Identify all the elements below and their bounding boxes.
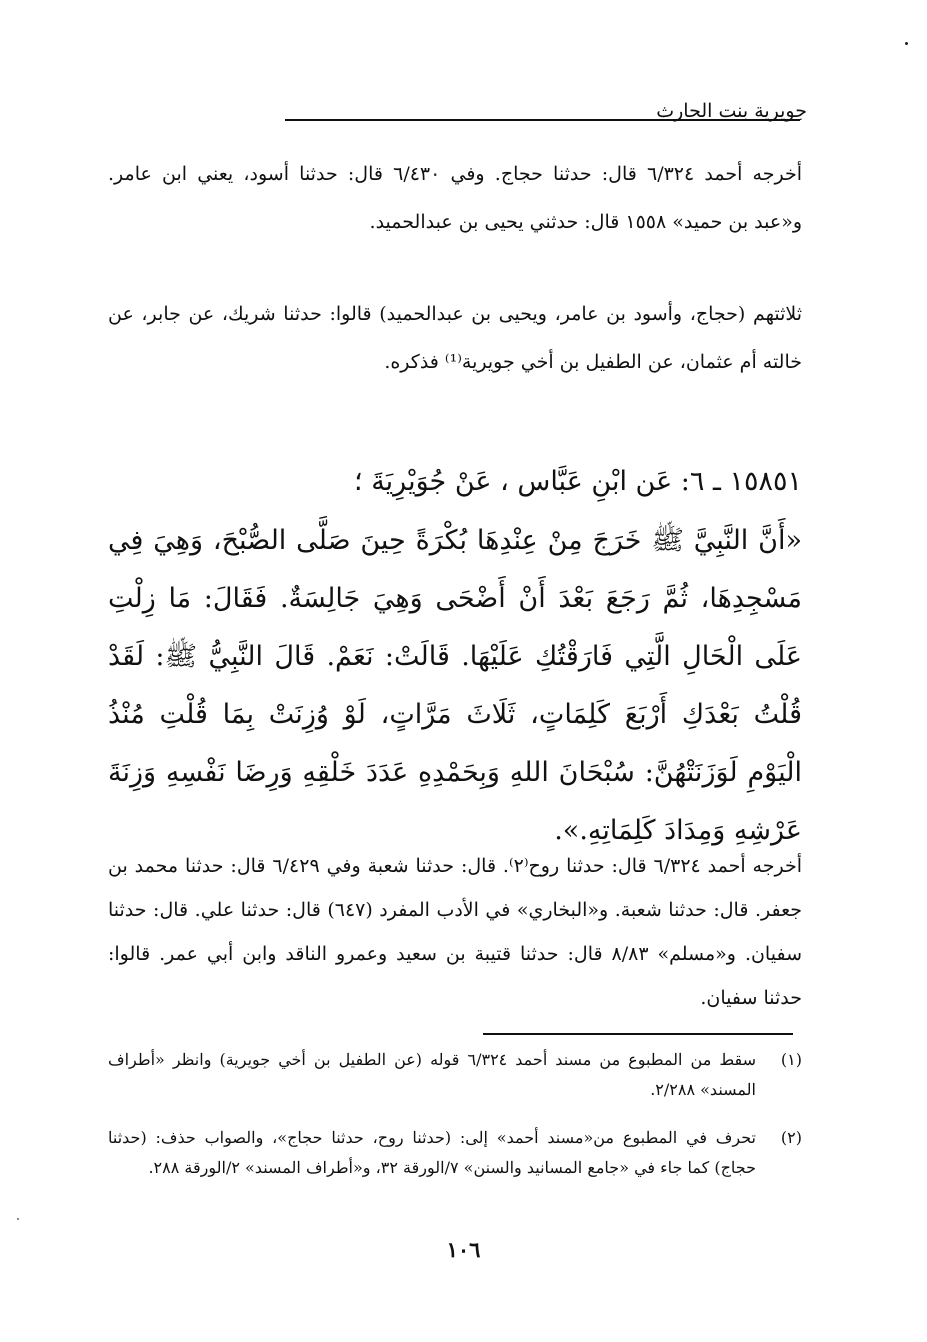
running-header-title: جويرية بنت الحارث xyxy=(656,100,807,122)
footnote-number: (٢) xyxy=(780,1128,802,1147)
scan-speck xyxy=(905,42,908,45)
footnote-number: (١) xyxy=(780,1050,802,1069)
footnote-text: تحرف في المطبوع من«مسند أحمد» إلى: (حدثنا روح، حدثنا حجاج»، والصواب حذف: (حدثنا حجاج) كما جاء في «جامع المسانيد والسنن» ٧/الورقة ٣٢، و«أطراف المسند» ٢/الورقة ٢٨٨. xyxy=(108,1128,756,1177)
takhrij-paragraph-2: ثلاثتهم (حجاج، وأسود بن عامر، ويحيى بن عبدالحميد) قالوا: حدثنا شريك، عن جابر، عن خالته أم عثمان، عن الطفيل بن أخي جويرية⁽¹⁾ فذكره. xyxy=(108,303,802,373)
footnote-rule xyxy=(483,1033,793,1035)
scan-speck-edge xyxy=(17,1218,19,1220)
header-rule xyxy=(285,119,800,121)
page-number: ١٠٦ xyxy=(446,1237,481,1262)
hadith-heading: ١٥٨٥١ ـ ٦: عَن ابْنِ عَبَّاس ، عَنْ جُوَيْرِيَةَ ؛ xyxy=(354,466,802,497)
footnote-text: سقط من المطبوع من مسند أحمد ٦/٣٢٤ قوله (عن الطفيل بن أخي جويرية) وانظر «أطراف المسند» ٢/٢٨٨. xyxy=(108,1050,757,1099)
footnote-2 xyxy=(108,1123,802,1183)
footnote-1 xyxy=(108,1045,802,1105)
hadith-text: «أَنَّ النَّبِيَّ ﷺ خَرَجَ مِنْ عِنْدِهَا بُكْرَةً حِينَ صَلَّى الصُّبْحَ، وَهِيَ فِي مَسْجِدِهَا، ثُمَّ رَجَعَ بَعْدَ أَنْ أَضْحَى وَهِيَ جَالِسَةٌ. فَقَالَ: مَا زِلْتِ عَلَى الْحَالِ الَّتِي فَارَقْتُكِ عَلَيْهَا. قَالَتْ: نَعَمْ. قَالَ النَّبِيُّ ﷺ: لَقَدْ قُلْتُ بَعْدَكِ أَرْبَعَ كَلِمَاتٍ، ثَلَاثَ مَرَّاتٍ، لَوْ وُزِنَتْ بِمَا قُلْتِ مُنْذُ الْيَوْمِ لَوَزَنَتْهُنَّ: سُبْحَانَ اللهِ وَبِحَمْدِهِ عَدَدَ خَلْقِهِ وَرِضَا نَفْسِهِ وَزِنَةَ عَرْشِهِ وَمِدَادَ كَلِمَاتِهِ.». xyxy=(108,525,802,846)
takhrij-paragraph-3: أخرجه أحمد ٦/٣٢٤ قال: حدثنا روح⁽٢⁾. قال: حدثنا شعبة وفي ٦/٤٢٩ قال: حدثنا محمد بن جعفر. قال: حدثنا شعبة. و«البخاري» في الأدب المفرد (٦٤٧) قال: حدثنا علي. قال: حدثنا سفيان. و«مسلم» ٨/٨٣ قال: حدثنا قتيبة بن سعيد وعمرو الناقد وابن أبي عمر. قالوا: حدثنا سفيان. xyxy=(108,855,802,1009)
takhrij-paragraph-1: أخرجه أحمد ٦/٣٢٤ قال: حدثنا حجاج. وفي ٦/٤٣٠ قال: حدثنا أسود، يعني ابن عامر. و«عبد بن حميد» ١٥٥٨ قال: حدثني يحيى بن عبدالحميد. xyxy=(108,163,802,233)
